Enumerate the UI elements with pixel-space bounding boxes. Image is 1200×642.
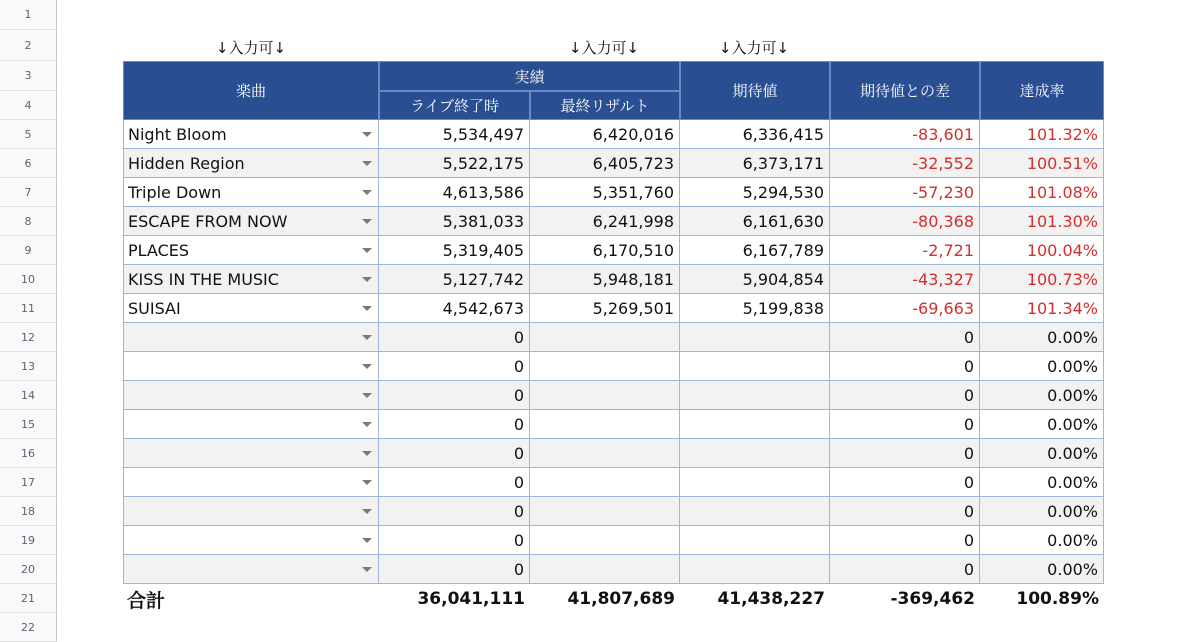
live-end-cell-value: 0 xyxy=(513,443,524,463)
live-end-cell xyxy=(379,439,530,468)
final-result-cell-value: 6,420,016 xyxy=(592,124,674,144)
chevron-down-icon[interactable] xyxy=(362,248,372,253)
header-actual: 実績 xyxy=(379,61,680,91)
diff-cell-value: 0 xyxy=(963,356,974,376)
song-cell-value: PLACES xyxy=(128,240,190,260)
row-number: 6 xyxy=(0,149,57,178)
chevron-down-icon[interactable] xyxy=(362,132,372,137)
live-end-cell xyxy=(379,555,530,584)
input-allowed-marker-expected: ↓入力可↓ xyxy=(718,39,790,57)
header-final-result: 最終リザルト xyxy=(530,91,680,120)
final-result-cell[interactable] xyxy=(530,381,680,410)
expected-cell[interactable] xyxy=(680,294,830,323)
rate-cell xyxy=(980,439,1104,468)
diff-cell-value: 0 xyxy=(963,443,974,463)
live-end-cell-value: 5,522,175 xyxy=(442,153,524,173)
live-end-cell xyxy=(379,120,530,149)
final-result-cell-value: 6,170,510 xyxy=(592,240,674,260)
final-result-cell-value: 5,948,181 xyxy=(592,269,674,289)
row-number: 10 xyxy=(0,265,57,294)
live-end-cell-value: 0 xyxy=(513,559,524,579)
total-rate: 100.89% xyxy=(1016,589,1099,609)
expected-cell[interactable] xyxy=(680,381,830,410)
live-end-cell-value: 5,534,497 xyxy=(442,124,524,144)
rate-cell-value: 0.00% xyxy=(1047,472,1098,492)
diff-cell-value: 0 xyxy=(963,501,974,521)
diff-cell xyxy=(830,410,980,439)
rate-cell xyxy=(980,381,1104,410)
chevron-down-icon[interactable] xyxy=(362,422,372,427)
diff-cell-value: 0 xyxy=(963,414,974,434)
row-number: 1 xyxy=(0,0,57,30)
live-end-cell-value: 0 xyxy=(513,327,524,347)
song-cell[interactable] xyxy=(123,323,379,352)
diff-cell xyxy=(830,120,980,149)
rate-cell-value: 0.00% xyxy=(1047,530,1098,550)
expected-cell[interactable] xyxy=(680,120,830,149)
rate-cell-value: 0.00% xyxy=(1047,356,1098,376)
live-end-cell xyxy=(379,526,530,555)
live-end-cell xyxy=(379,294,530,323)
expected-cell[interactable] xyxy=(680,497,830,526)
header-diff: 期待値との差 xyxy=(830,61,980,120)
row-number: 16 xyxy=(0,439,57,468)
final-result-cell[interactable] xyxy=(530,497,680,526)
row-number: 11 xyxy=(0,294,57,323)
input-allowed-marker-final: ↓入力可↓ xyxy=(568,39,640,57)
chevron-down-icon[interactable] xyxy=(362,480,372,485)
row-number: 15 xyxy=(0,410,57,439)
row-number: 13 xyxy=(0,352,57,381)
diff-cell xyxy=(830,207,980,236)
rate-cell xyxy=(980,468,1104,497)
song-cell[interactable] xyxy=(123,352,379,381)
row-number: 14 xyxy=(0,381,57,410)
rate-cell xyxy=(980,323,1104,352)
song-cell-value: Hidden Region xyxy=(128,153,245,173)
rate-cell xyxy=(980,178,1104,207)
live-end-cell-value: 4,542,673 xyxy=(442,298,524,318)
diff-cell-value: 0 xyxy=(963,327,974,347)
rate-cell xyxy=(980,294,1104,323)
chevron-down-icon[interactable] xyxy=(362,567,372,572)
row-number: 7 xyxy=(0,178,57,207)
expected-cell[interactable] xyxy=(680,526,830,555)
row-number: 19 xyxy=(0,526,57,555)
live-end-cell-value: 0 xyxy=(513,530,524,550)
total-diff: -369,462 xyxy=(890,589,975,609)
diff-cell-value: -69,663 xyxy=(912,298,974,318)
song-cell-value: KISS IN THE MUSIC xyxy=(128,269,279,289)
song-cell[interactable] xyxy=(123,207,379,236)
expected-cell[interactable] xyxy=(680,555,830,584)
song-cell[interactable] xyxy=(123,149,379,178)
expected-cell-value: 6,336,415 xyxy=(742,124,824,144)
chevron-down-icon[interactable] xyxy=(362,219,372,224)
rate-cell-value: 0.00% xyxy=(1047,414,1098,434)
diff-cell xyxy=(830,439,980,468)
live-end-cell xyxy=(379,207,530,236)
final-result-cell-value: 6,241,998 xyxy=(592,211,674,231)
expected-cell[interactable] xyxy=(680,236,830,265)
song-cell[interactable] xyxy=(123,236,379,265)
final-result-cell[interactable] xyxy=(530,555,680,584)
expected-cell[interactable] xyxy=(680,149,830,178)
row-number: 9 xyxy=(0,236,57,265)
final-result-cell[interactable] xyxy=(530,207,680,236)
song-cell[interactable] xyxy=(123,265,379,294)
rate-cell-value: 0.00% xyxy=(1047,559,1098,579)
live-end-cell-value: 0 xyxy=(513,501,524,521)
final-result-cell-value: 6,405,723 xyxy=(592,153,674,173)
rate-cell xyxy=(980,352,1104,381)
header-expected: 期待値 xyxy=(680,61,830,120)
row-number: 3 xyxy=(0,61,57,91)
song-cell[interactable] xyxy=(123,497,379,526)
diff-cell-value: 0 xyxy=(963,559,974,579)
rate-cell-value: 101.30% xyxy=(1026,211,1098,231)
diff-cell-value: -2,721 xyxy=(922,240,974,260)
live-end-cell-value: 5,127,742 xyxy=(442,269,524,289)
rate-cell-value: 0.00% xyxy=(1047,385,1098,405)
row-number: 12 xyxy=(0,323,57,352)
total-expected: 41,438,227 xyxy=(717,589,825,609)
expected-cell-value: 5,294,530 xyxy=(742,182,824,202)
live-end-cell-value: 5,381,033 xyxy=(442,211,524,231)
final-result-cell[interactable] xyxy=(530,468,680,497)
song-cell[interactable] xyxy=(123,439,379,468)
row-number: 20 xyxy=(0,555,57,584)
song-cell-value: SUISAI xyxy=(128,298,181,318)
diff-cell-value: -32,552 xyxy=(912,153,974,173)
expected-cell[interactable] xyxy=(680,207,830,236)
diff-cell-value: 0 xyxy=(963,530,974,550)
row-number: 4 xyxy=(0,91,57,120)
live-end-cell xyxy=(379,236,530,265)
live-end-cell xyxy=(379,178,530,207)
song-cell[interactable] xyxy=(123,120,379,149)
chevron-down-icon[interactable] xyxy=(362,277,372,282)
expected-cell[interactable] xyxy=(680,468,830,497)
chevron-down-icon[interactable] xyxy=(362,190,372,195)
diff-cell-value: -57,230 xyxy=(912,182,974,202)
live-end-cell xyxy=(379,468,530,497)
diff-cell-value: -80,368 xyxy=(912,211,974,231)
chevron-down-icon[interactable] xyxy=(362,364,372,369)
rate-cell-value: 101.34% xyxy=(1026,298,1098,318)
total-label: 合計 xyxy=(127,589,166,612)
final-result-cell[interactable] xyxy=(530,178,680,207)
live-end-cell-value: 0 xyxy=(513,385,524,405)
final-result-cell[interactable] xyxy=(530,120,680,149)
live-end-cell xyxy=(379,265,530,294)
expected-cell[interactable] xyxy=(680,323,830,352)
rate-cell-value: 101.32% xyxy=(1026,124,1098,144)
chevron-down-icon[interactable] xyxy=(362,393,372,398)
diff-cell xyxy=(830,323,980,352)
diff-cell xyxy=(830,236,980,265)
song-cell[interactable] xyxy=(123,526,379,555)
rate-cell xyxy=(980,207,1104,236)
diff-cell xyxy=(830,149,980,178)
final-result-cell[interactable] xyxy=(530,352,680,381)
expected-cell[interactable] xyxy=(680,178,830,207)
final-result-cell[interactable] xyxy=(530,149,680,178)
live-end-cell xyxy=(379,149,530,178)
rate-cell-value: 0.00% xyxy=(1047,327,1098,347)
song-cell[interactable] xyxy=(123,381,379,410)
live-end-cell xyxy=(379,381,530,410)
rate-cell xyxy=(980,410,1104,439)
live-end-cell-value: 4,613,586 xyxy=(442,182,524,202)
diff-cell xyxy=(830,497,980,526)
expected-cell-value: 6,161,630 xyxy=(742,211,824,231)
row-number: 5 xyxy=(0,120,57,149)
final-result-cell[interactable] xyxy=(530,526,680,555)
diff-cell xyxy=(830,265,980,294)
rate-cell xyxy=(980,265,1104,294)
rate-cell-value: 100.51% xyxy=(1026,153,1098,173)
chevron-down-icon[interactable] xyxy=(362,306,372,311)
chevron-down-icon[interactable] xyxy=(362,509,372,514)
diff-cell-value: 0 xyxy=(963,472,974,492)
chevron-down-icon[interactable] xyxy=(362,451,372,456)
chevron-down-icon[interactable] xyxy=(362,538,372,543)
diff-cell xyxy=(830,352,980,381)
diff-cell-value: 0 xyxy=(963,385,974,405)
chevron-down-icon[interactable] xyxy=(362,335,372,340)
expected-cell[interactable] xyxy=(680,352,830,381)
header-rate: 達成率 xyxy=(980,61,1104,120)
live-end-cell-value: 0 xyxy=(513,472,524,492)
live-end-cell-value: 5,319,405 xyxy=(442,240,524,260)
rate-cell xyxy=(980,526,1104,555)
song-cell[interactable] xyxy=(123,468,379,497)
final-result-cell[interactable] xyxy=(530,410,680,439)
live-end-cell-value: 0 xyxy=(513,356,524,376)
rate-cell-value: 0.00% xyxy=(1047,443,1098,463)
header-live-end: ライブ終了時 xyxy=(379,91,530,120)
final-result-cell[interactable] xyxy=(530,236,680,265)
song-cell[interactable] xyxy=(123,294,379,323)
final-result-cell[interactable] xyxy=(530,265,680,294)
expected-cell-value: 6,373,171 xyxy=(742,153,824,173)
rate-cell-value: 100.04% xyxy=(1026,240,1098,260)
diff-cell-value: -83,601 xyxy=(912,124,974,144)
rate-cell xyxy=(980,236,1104,265)
input-allowed-marker-song: ↓入力可↓ xyxy=(215,39,287,57)
total-live-end: 36,041,111 xyxy=(417,589,525,609)
row-number: 8 xyxy=(0,207,57,236)
diff-cell xyxy=(830,381,980,410)
row-number: 18 xyxy=(0,497,57,526)
diff-cell xyxy=(830,178,980,207)
diff-cell-value: -43,327 xyxy=(912,269,974,289)
diff-cell xyxy=(830,555,980,584)
final-result-cell[interactable] xyxy=(530,323,680,352)
rate-cell xyxy=(980,497,1104,526)
diff-cell xyxy=(830,526,980,555)
rate-cell xyxy=(980,120,1104,149)
chevron-down-icon[interactable] xyxy=(362,161,372,166)
song-cell-value: Triple Down xyxy=(128,182,222,202)
row-number: 17 xyxy=(0,468,57,497)
live-end-cell-value: 0 xyxy=(513,414,524,434)
expected-cell[interactable] xyxy=(680,265,830,294)
header-song: 楽曲 xyxy=(123,61,379,120)
rate-cell xyxy=(980,555,1104,584)
final-result-cell[interactable] xyxy=(530,294,680,323)
song-cell[interactable] xyxy=(123,555,379,584)
rate-cell-value: 101.08% xyxy=(1026,182,1098,202)
diff-cell xyxy=(830,294,980,323)
song-cell-value: Night Bloom xyxy=(128,124,227,144)
live-end-cell xyxy=(379,352,530,381)
rate-cell-value: 100.73% xyxy=(1026,269,1098,289)
song-cell[interactable] xyxy=(123,178,379,207)
final-result-cell-value: 5,269,501 xyxy=(592,298,674,318)
rate-cell xyxy=(980,149,1104,178)
total-final-result: 41,807,689 xyxy=(567,589,675,609)
rate-cell-value: 0.00% xyxy=(1047,501,1098,521)
expected-cell-value: 6,167,789 xyxy=(742,240,824,260)
expected-cell-value: 5,199,838 xyxy=(742,298,824,318)
final-result-cell[interactable] xyxy=(530,439,680,468)
row-number: 2 xyxy=(0,30,57,61)
song-cell[interactable] xyxy=(123,410,379,439)
expected-cell-value: 5,904,854 xyxy=(742,269,824,289)
live-end-cell xyxy=(379,410,530,439)
live-end-cell xyxy=(379,323,530,352)
expected-cell[interactable] xyxy=(680,439,830,468)
final-result-cell-value: 5,351,760 xyxy=(592,182,674,202)
live-end-cell xyxy=(379,497,530,526)
diff-cell xyxy=(830,468,980,497)
row-number: 22 xyxy=(0,613,57,642)
expected-cell[interactable] xyxy=(680,410,830,439)
song-cell-value: ESCAPE FROM NOW xyxy=(128,211,288,231)
row-number: 21 xyxy=(0,584,57,613)
